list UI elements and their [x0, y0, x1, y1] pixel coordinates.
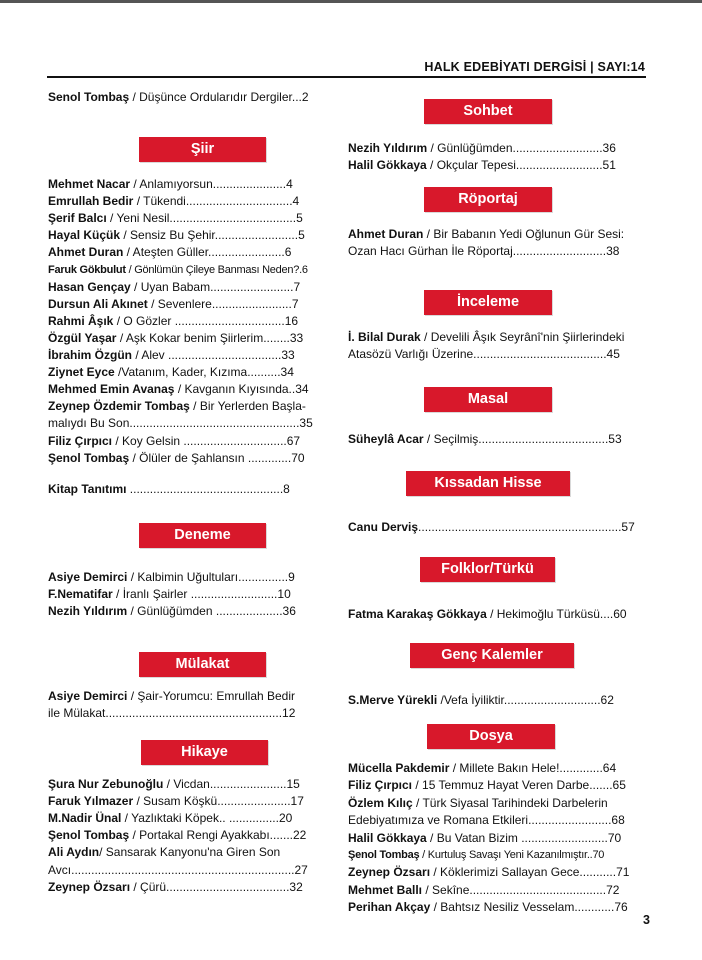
- entry-title: / Millete Bakın Hele!.............64: [449, 761, 617, 775]
- entry-title: / Sansarak Kanyonu'na Giren Son: [99, 845, 281, 860]
- toc-entry: [348, 346, 620, 362]
- section-heading: Genç Kalemler: [410, 643, 574, 668]
- entry-title: / Okçular Tepesi..........................51: [426, 158, 616, 173]
- entry-author: Şenol Tombaş: [48, 828, 130, 843]
- entry-author: Zeynep Özsarı: [348, 865, 431, 880]
- toc-entry: [48, 398, 306, 414]
- entry-author: Halil Gökkaya: [348, 158, 427, 173]
- entry-title: / İranlı Şairler ..........................10: [112, 587, 291, 602]
- entry-title: / Kalbimin Uğultuları...............9: [127, 570, 295, 584]
- entry-author: Mehmet Ballı: [348, 882, 423, 897]
- entry-title: / Köklerimizi Sallayan Gece...........71: [430, 865, 630, 880]
- entry-author: S.Merve Yürekli: [348, 693, 438, 707]
- entry-author: Filiz Çırpıcı: [348, 778, 413, 793]
- entry-title: / Koy Gelsin ...............................67: [112, 433, 301, 448]
- toc-entry: [48, 793, 304, 809]
- entry-title: / Aşk Kokar benim Şiirlerim........33: [116, 330, 304, 345]
- entry-title: / Yeni Nesil......................................5: [106, 211, 303, 226]
- toc-entry: [48, 810, 292, 826]
- toc-entry: [48, 569, 295, 585]
- entry-title: Ozan Hacı Gürhan İle Röportaj............................38: [348, 244, 620, 259]
- entry-title: / Tükendi................................4: [133, 194, 300, 209]
- toc-entry: [48, 193, 299, 209]
- toc-entry: [348, 864, 629, 880]
- entry-author: Süheylâ Acar: [348, 432, 424, 446]
- entry-author: M.Nadir Ünal: [48, 811, 122, 826]
- magazine-header: HALK EDEBİYATI DERGİSİ | SAYI:14: [424, 60, 645, 74]
- section-heading: Şiir: [139, 137, 266, 162]
- toc-entry: [48, 862, 308, 878]
- toc-entry: [348, 882, 619, 898]
- toc-entry: [348, 777, 626, 793]
- page-number: 3: [643, 913, 650, 927]
- entry-title: / Hekimoğlu Türküsü....60: [486, 607, 627, 621]
- entry-title: ..............................................8: [126, 482, 290, 496]
- entry-title: / Ateşten Güller.......................6: [123, 245, 292, 260]
- toc-entry: [348, 243, 619, 259]
- entry-title: / Sevenlere........................7: [147, 296, 299, 311]
- entry-title: / Bir Yerlerden Başla-: [189, 399, 306, 414]
- entry-author: Mehmed Emin Avanaş: [48, 382, 175, 397]
- entry-author: Fatma Karakaş Gökkaya: [348, 607, 487, 621]
- entry-author: Asiye Demirci: [48, 689, 128, 703]
- entry-title: ile Mülakat.....................................................12: [48, 706, 296, 721]
- entry-author: Hayal Küçük: [48, 228, 121, 243]
- entry-author: Asiye Demirci: [48, 570, 128, 584]
- toc-entry: [348, 812, 625, 828]
- toc-entry: [48, 827, 306, 843]
- entry-author: Faruk Gökbulut: [48, 263, 126, 276]
- entry-title: / Anlamıyorsun......................4: [130, 177, 293, 191]
- entry-title: / Ölüler de Şahlansın .............70: [129, 450, 305, 465]
- entry-author: Şenol Tombaş: [348, 849, 420, 861]
- entry-title: / Susam Köşkü......................17: [133, 794, 304, 809]
- section-heading: Folklor/Türkü: [420, 557, 555, 582]
- toc-entry: [48, 364, 294, 380]
- entry-author: Zeynep Özdemir Tombaş: [48, 399, 190, 414]
- toc-entry: [48, 776, 300, 792]
- entry-author: Perihan Akçay: [348, 900, 431, 915]
- section-heading: Mülakat: [139, 652, 266, 677]
- section-heading: Hikaye: [141, 740, 268, 765]
- toc-entry: [48, 705, 295, 721]
- entry-title: .............................................................57: [418, 520, 635, 534]
- toc-entry: [48, 481, 290, 497]
- entry-title: Atasözü Varlığı Üzerine........................................45: [348, 347, 620, 362]
- entry-author: Ziynet Eyce: [48, 365, 115, 380]
- entry-author: Nezih Yıldırım: [348, 141, 428, 155]
- toc-entry: [48, 244, 291, 260]
- toc-entry: [348, 847, 604, 863]
- entry-author: Ahmet Duran: [48, 245, 124, 260]
- toc-entry: [348, 760, 616, 776]
- entry-title: / Vicdan.......................15: [163, 777, 300, 791]
- entry-author: Ahmet Duran: [348, 227, 424, 241]
- entry-title: / Türk Siyasal Tarihindeki Darbelerin: [412, 795, 608, 810]
- entry-title: / Kurtuluş Savaşı Yeni Kazanılmıştır..70: [419, 849, 605, 861]
- entry-author: Şura Nur Zebunoğlu: [48, 777, 164, 791]
- entry-title: / Alev ..................................33: [132, 348, 295, 362]
- entry-author: Hasan Gençay: [48, 279, 131, 294]
- section-heading: Dosya: [427, 724, 555, 749]
- section-heading: İnceleme: [424, 290, 552, 315]
- entry-title: malıydı Bu Son...................................................35: [48, 416, 313, 431]
- toc-entry: [48, 279, 300, 295]
- toc-entry: [48, 210, 303, 226]
- top-rule: [0, 0, 702, 3]
- entry-title: / O Gözler .................................16: [113, 313, 299, 328]
- entry-author: İ. Bilal Durak: [348, 330, 421, 344]
- toc-entry: [348, 140, 616, 156]
- toc-entry: [348, 692, 614, 708]
- section-heading: Röportaj: [424, 187, 552, 212]
- toc-entry: [348, 606, 627, 622]
- entry-author: Dursun Ali Akınet: [48, 296, 148, 311]
- entry-author: Halil Gökkaya: [348, 830, 427, 845]
- entry-title: / Bir Babanın Yedi Oğlunun Gür Sesi:: [423, 227, 625, 241]
- entry-title: / Çürü.....................................32: [130, 879, 303, 894]
- toc-entry: [48, 296, 299, 312]
- toc-entry: [348, 329, 624, 345]
- toc-entry: [48, 844, 280, 860]
- entry-author: Kitap Tanıtımı: [48, 482, 127, 496]
- entry-author: F.Nematifar: [48, 587, 113, 602]
- toc-entry: [348, 795, 608, 811]
- entry-author: Mehmet Nacar: [48, 177, 131, 191]
- section-heading: Kıssadan Hisse: [406, 471, 570, 496]
- entry-title: / Kavganın Kıyısında..34: [174, 382, 309, 397]
- entry-title: /Vatanım, Kader, Kızıma..........34: [114, 365, 294, 380]
- entry-author: Özgül Yaşar: [48, 330, 117, 345]
- entry-title: /Vefa İyiliktir.............................62: [437, 693, 614, 707]
- entry-title: / Bu Vatan Bizim ..........................70: [426, 830, 622, 845]
- toc-entry: [348, 519, 635, 535]
- entry-title: / Bahtsız Nesiliz Vesselam............76: [430, 900, 628, 915]
- entry-title: / Şair-Yorumcu: Emrullah Bedir: [127, 689, 296, 703]
- toc-entry: [48, 433, 300, 449]
- entry-title: / Düşünce Ordularıdır Dergiler...2: [129, 90, 309, 104]
- toc-entry: [348, 226, 624, 242]
- toc-entry: [348, 431, 622, 447]
- entry-title: / Günlüğümden ....................36: [127, 604, 296, 619]
- entry-title: Avcı...................................................................27: [48, 862, 308, 877]
- toc-entry: [48, 227, 305, 243]
- entry-author: Faruk Yılmazer: [48, 794, 134, 809]
- toc-entry: [48, 262, 308, 278]
- entry-author: Ali Aydın: [48, 845, 100, 860]
- entry-author: Canu Derviş: [348, 520, 419, 534]
- entry-author: Şenol Tombaş: [48, 450, 130, 465]
- entry-title: Edebiyatımıza ve Romana Etkileri.........................68: [348, 813, 625, 828]
- section-heading: Deneme: [139, 523, 266, 548]
- entry-author: Mücella Pakdemir: [348, 761, 450, 775]
- toc-entry: [48, 603, 296, 619]
- toc-entry: [48, 879, 303, 895]
- entry-author: Nezih Yıldırım: [48, 604, 128, 619]
- entry-title: / 15 Temmuz Hayat Veren Darbe.......65: [412, 778, 626, 793]
- entry-author: Şerif Balcı: [48, 211, 107, 226]
- entry-title: / Portakal Rengi Ayakkabı.......22: [129, 828, 307, 843]
- toc-entry: [48, 415, 313, 431]
- toc-entry: [348, 899, 628, 915]
- toc-entry: [348, 830, 621, 846]
- toc-entry: [48, 450, 305, 466]
- entry-author: Filiz Çırpıcı: [48, 433, 113, 448]
- entry-title: / Develili Âşık Seyrânî'nin Şiirlerindeki: [420, 330, 625, 344]
- entry-author: İbrahim Özgün: [48, 348, 132, 362]
- toc-entry: [48, 330, 303, 346]
- toc-entry: [48, 586, 291, 602]
- toc-entry: [48, 381, 309, 397]
- entry-title: / Yazlıktaki Köpek.. ...............20: [121, 811, 293, 826]
- section-heading: Sohbet: [424, 99, 552, 124]
- toc-entry: [48, 89, 309, 105]
- entry-title: / Seçilmiş.......................................53: [423, 432, 622, 446]
- entry-title: / Gönlümün Çileye Banması Neden?.6: [125, 263, 308, 276]
- toc-entry: [348, 157, 616, 173]
- entry-title: / Günlüğümden...........................36: [427, 141, 616, 155]
- entry-author: Emrullah Bedir: [48, 194, 134, 209]
- header-rule: [47, 76, 646, 78]
- entry-author: Zeynep Özsarı: [48, 879, 131, 894]
- entry-author: Senol Tombaş: [48, 90, 130, 104]
- entry-title: / Sekîne.........................................72: [422, 882, 620, 897]
- entry-title: / Uyan Babam.........................7: [130, 279, 301, 294]
- entry-title: / Sensiz Bu Şehir.........................5: [120, 228, 305, 243]
- entry-author: Özlem Kılıç: [348, 795, 413, 810]
- toc-entry: [48, 176, 293, 192]
- section-heading: Masal: [424, 387, 552, 412]
- toc-entry: [48, 313, 298, 329]
- entry-author: Rahmi Âşık: [48, 313, 114, 328]
- toc-entry: [48, 688, 295, 704]
- toc-entry: [48, 347, 295, 363]
